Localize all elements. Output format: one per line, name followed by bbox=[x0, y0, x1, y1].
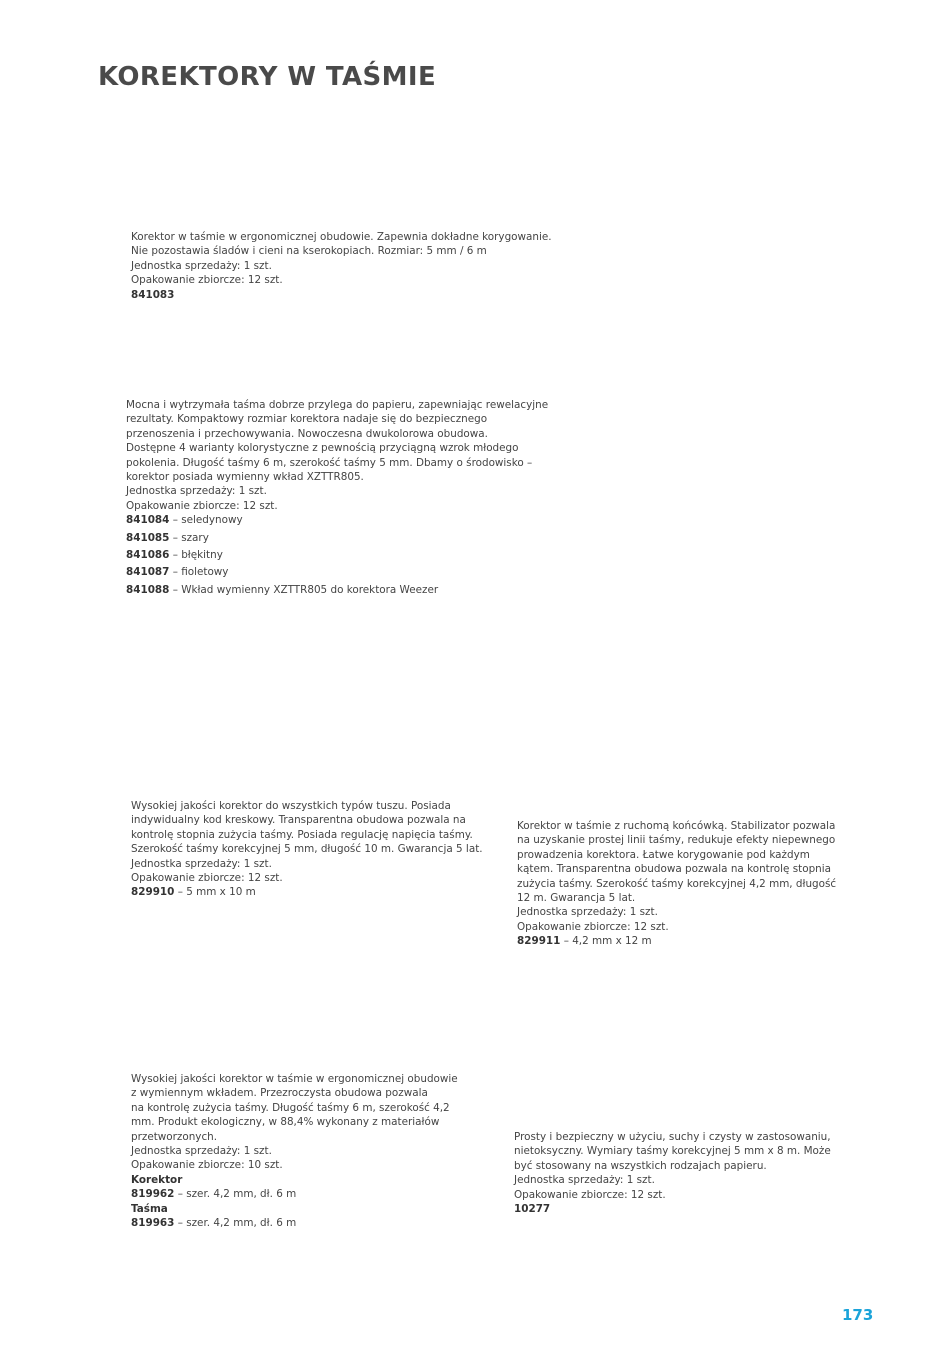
description-line: zużycia taśmy. Szerokość taśmy korekcyjnej 4,2 mm, długość bbox=[517, 877, 837, 890]
product-block-819962 bbox=[131, 1072, 458, 1230]
sales-unit: Jednostka sprzedaży: 1 szt. bbox=[131, 1145, 272, 1158]
description-line: indywidualny kod kreskowy. Transparentna obudowa pozwala na bbox=[131, 814, 466, 827]
description-line: na uzyskanie prostej linii taśmy, redukuje efekty niepewnego bbox=[517, 834, 836, 847]
description-line: korektor posiada wymienny wkład XZTTR805. bbox=[126, 471, 364, 484]
sales-unit: Jednostka sprzedaży: 1 szt. bbox=[126, 485, 267, 498]
description-line: Szerokość taśmy korekcyjnej 5 mm, długość 10 m. Gwarancja 5 lat. bbox=[131, 843, 483, 856]
sales-unit: Jednostka sprzedaży: 1 szt. bbox=[514, 1174, 655, 1187]
product-code: 841085 bbox=[126, 531, 170, 544]
page-title: KOREKTORY W TAŚMIE bbox=[98, 62, 437, 92]
sales-unit: Jednostka sprzedaży: 1 szt. bbox=[131, 857, 272, 870]
product-code-suffix: – 5 mm x 10 m bbox=[174, 886, 256, 899]
description-line: przenoszenia i przechowywania. Nowoczesna dwukolorowa obudowa. bbox=[126, 427, 488, 440]
product-code-row bbox=[126, 548, 548, 562]
description-line: być stosowany na wszystkich rodzajach papieru. bbox=[514, 1159, 767, 1172]
product-code: 841086 bbox=[126, 549, 170, 562]
product-code-suffix: – szer. 4,2 mm, dł. 6 m bbox=[174, 1188, 297, 1201]
product-code: 819963 bbox=[131, 1217, 175, 1230]
product-code-row bbox=[126, 513, 548, 527]
description-line: Dostępne 4 warianty kolorystyczne z pewnością przyciągną wzrok młodego bbox=[126, 442, 519, 455]
product-block-10277 bbox=[514, 1130, 831, 1216]
product-code-suffix: – fioletowy bbox=[169, 566, 229, 579]
description-line: z wymiennym wkładem. Przezroczysta obudowa pozwala bbox=[131, 1087, 428, 1100]
description-line: przetworzonych. bbox=[131, 1130, 218, 1143]
group-heading-korektor: Korektor bbox=[131, 1173, 183, 1186]
product-code: 819962 bbox=[131, 1188, 175, 1201]
product-code: 829910 bbox=[131, 886, 175, 899]
description-line: Korektor w taśmie z ruchomą końcówką. Stabilizator pozwala bbox=[517, 820, 836, 832]
product-code-row bbox=[517, 934, 836, 948]
product-block-weezer bbox=[126, 398, 548, 597]
page-number: 173 bbox=[842, 1306, 874, 1324]
bulk-pack: Opakowanie zbiorcze: 12 szt. bbox=[131, 872, 283, 885]
description-line: rezultaty. Kompaktowy rozmiar korektora nadaje się do bezpiecznego bbox=[126, 413, 488, 426]
product-block-841083 bbox=[131, 230, 552, 302]
product-code: 10277 bbox=[514, 1203, 551, 1216]
description-line: Mocna i wytrzymała taśma dobrze przylega do papieru, zapewniając rewelacyjne bbox=[126, 399, 549, 411]
product-code-row bbox=[131, 885, 483, 899]
product-code-suffix: – seledynowy bbox=[169, 514, 243, 527]
description-line: Korektor w taśmie w ergonomicznej obudowie. Zapewnia dokładne korygowanie. bbox=[131, 231, 552, 243]
product-code-suffix: – błękitny bbox=[169, 549, 223, 562]
product-code-row bbox=[126, 531, 548, 545]
bulk-pack: Opakowanie zbiorcze: 12 szt. bbox=[131, 274, 283, 287]
description-line: nietoksyczny. Wymiary taśmy korekcyjnej 5 mm x 8 m. Może bbox=[514, 1145, 831, 1158]
description-line: mm. Produkt ekologiczny, w 88,4% wykonany z materiałów bbox=[131, 1116, 440, 1129]
product-code: 841083 bbox=[131, 288, 175, 301]
description-line: prowadzenia korektora. Łatwe korygowanie pod każdym bbox=[517, 848, 810, 861]
description-line: Wysokiej jakości korektor do wszystkich typów tuszu. Posiada bbox=[131, 800, 451, 812]
description-line: kątem. Transparentna obudowa pozwala na kontrolę stopnia bbox=[517, 863, 832, 876]
bulk-pack: Opakowanie zbiorcze: 12 szt. bbox=[514, 1188, 666, 1201]
bulk-pack: Opakowanie zbiorcze: 12 szt. bbox=[517, 920, 669, 933]
bulk-pack: Opakowanie zbiorcze: 10 szt. bbox=[131, 1159, 283, 1172]
product-block-829910 bbox=[131, 799, 483, 900]
group-heading-tasma: Taśma bbox=[131, 1202, 168, 1215]
product-code-row bbox=[126, 565, 548, 579]
description-line: pokolenia. Długość taśmy 6 m, szerokość taśmy 5 mm. Dbamy o środowisko – bbox=[126, 456, 533, 469]
product-code-suffix: – Wkład wymienny XZTTR805 do korektora Weezer bbox=[169, 583, 439, 596]
description-line: 12 m. Gwarancja 5 lat. bbox=[517, 892, 636, 905]
product-code-suffix: – szary bbox=[169, 531, 209, 544]
description-line: kontrolę stopnia zużycia taśmy. Posiada regulację napięcia taśmy. bbox=[131, 828, 473, 841]
product-code-row bbox=[131, 288, 552, 302]
product-block-829911 bbox=[517, 819, 836, 949]
product-code: 841087 bbox=[126, 566, 170, 579]
description-line: Wysokiej jakości korektor w taśmie w ergonomicznej obudowie bbox=[131, 1073, 458, 1085]
description-line: Nie pozostawia śladów i cieni na kserokopiach. Rozmiar: 5 mm / 6 m bbox=[131, 245, 487, 258]
product-code-row bbox=[514, 1202, 831, 1216]
sales-unit: Jednostka sprzedaży: 1 szt. bbox=[517, 906, 658, 919]
product-code: 829911 bbox=[517, 935, 561, 948]
bulk-pack: Opakowanie zbiorcze: 12 szt. bbox=[126, 499, 278, 512]
product-code: 841088 bbox=[126, 583, 170, 596]
product-code-suffix: – szer. 4,2 mm, dł. 6 m bbox=[174, 1217, 297, 1230]
description-line: na kontrolę zużycia taśmy. Długość taśmy 6 m, szerokość 4,2 bbox=[131, 1101, 450, 1114]
product-code-row bbox=[126, 583, 548, 597]
sales-unit: Jednostka sprzedaży: 1 szt. bbox=[131, 259, 272, 272]
product-code-suffix: – 4,2 mm x 12 m bbox=[560, 935, 652, 948]
product-code-row bbox=[131, 1187, 458, 1201]
product-code-row bbox=[131, 1216, 458, 1230]
description-line: Prosty i bezpieczny w użyciu, suchy i czysty w zastosowaniu, bbox=[514, 1131, 831, 1143]
product-code: 841084 bbox=[126, 514, 170, 527]
